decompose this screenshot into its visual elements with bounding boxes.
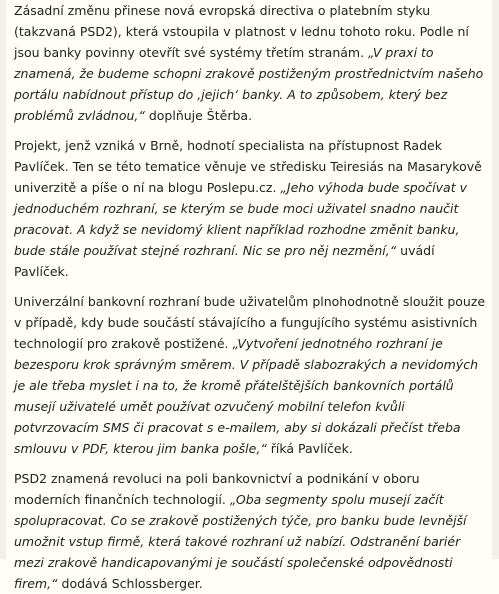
article-body	[6, 0, 492, 591]
article-paragraph	[14, 0, 486, 126]
paragraph-text: Univerzální bankovní rozhraní bude uživatelům plnohodnotně sloužit pouze v případě, kdy bude součástí stávajícího a fungujícího systému asistivních technologií pro zrakově postižené.	[14, 294, 486, 351]
paragraph-quote: „V praxi to znamená, že budeme schopni zrakově postiženým prostřednictvím našeho portálu nabídnout přístup do ‚jejich‘ banky. A to způsobem, který bez problémů zvládnou,“	[14, 45, 484, 123]
paragraph-attribution: říká Pavlíček.	[266, 441, 353, 456]
paragraph-quote: „Vytvoření jednotného rozhraní je bezesporu krok správným směrem. V případě slabozrakých a nevidomých je ale třeba myslet i na to, že kromě přátelštějších bankovních portálů musejí uživatelé umět používat ozvučený mobilní telefon kvůli potvrzovacím SMS či pracovat s e-mailem, aby si dokázali přečíst třeba smlouvu v PDF, kterou jim banka pošle,“	[14, 336, 479, 456]
article-paragraph	[14, 468, 486, 594]
paragraph-text: Zásadní změnu přinese nová evropská directiva o platebním styku (takzvaná PSD2), která vstoupila v platnost v lednu tohoto roku. Podle ní jsou banky povinny otevřít své systémy třetím stranám.	[14, 3, 469, 60]
paragraph-text: Projekt, jenž vzniká v Brně, hodnotí specialista na přístupnost Radek Pavlíček. Ten se této tematice věnuje ve středisku Teiresiás na Masarykově univerzitě a píše o ní na blogu Poslepu.cz.	[14, 138, 482, 195]
paragraph-quote: „Oba segmenty spolu musejí začít spolupracovat. Co se zrakově postižených týče, pro banku bude levnější umožnit vstup firmě, která takové rozhraní už nabízí. Odstranění bariér mezi zrakově handicapovanými je součástí společenské odpovědnosti firem,“	[14, 492, 467, 591]
paragraph-attribution: dodává Schlossberger.	[57, 576, 203, 591]
article-paragraph	[14, 135, 486, 282]
paragraph-attribution: uvádí Pavlíček.	[14, 243, 435, 279]
paragraph-quote: „Jeho výhoda bude spočívat v jednoduchém rozhraní, se kterým se bude moci uživatel snadno naučit pracovat. A když se nevidomý klient například rozhodne změnit banku, bude stále používat stejné rozhraní. Nic se pro něj nezmění,“	[14, 180, 467, 258]
paragraph-text: PSD2 znamená revoluci na poli bankovnictví a podnikání v oboru moderních finančních technologií.	[14, 471, 420, 507]
paragraph-attribution: doplňuje Štěrba.	[144, 108, 253, 123]
article-paragraph	[14, 291, 486, 459]
